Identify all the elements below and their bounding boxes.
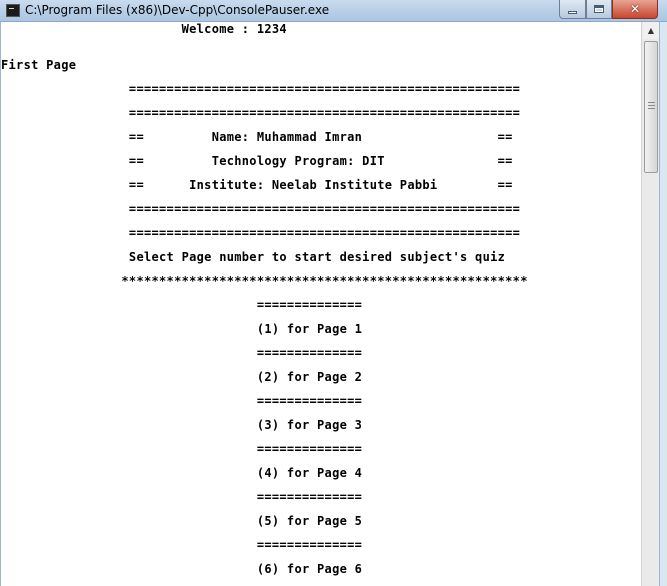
console-line: == Name: Muhammad Imran == xyxy=(1,130,513,144)
close-button[interactable] xyxy=(612,0,658,19)
close-icon: ✕ xyxy=(629,2,641,16)
console-line: ============== xyxy=(1,538,363,552)
console-line: First Page xyxy=(1,58,77,72)
thumb-grip xyxy=(648,105,655,106)
console-line: (3) for Page 3 xyxy=(1,418,363,432)
console-line: Select Page number to start desired subject's quiz xyxy=(1,250,506,264)
console-line: ==================================================== xyxy=(1,226,521,240)
console-line: ============== xyxy=(1,298,363,312)
console-line: == Technology Program: DIT == xyxy=(1,154,513,168)
console-line: ============== xyxy=(1,490,363,504)
thumb-grip xyxy=(648,102,655,103)
chevron-up-icon: ▲ xyxy=(647,26,655,35)
scroll-thumb[interactable] xyxy=(644,41,658,173)
thumb-grip xyxy=(648,108,655,109)
console-line: (6) for Page 6 xyxy=(1,562,363,576)
console-line: (5) for Page 5 xyxy=(1,514,363,528)
console-line: ==================================================== xyxy=(1,82,521,96)
minimize-icon xyxy=(568,11,577,14)
title-bar[interactable] xyxy=(0,0,667,22)
console-line: (1) for Page 1 xyxy=(1,322,363,336)
console-line: (4) for Page 4 xyxy=(1,466,363,480)
console-line: ****************************************************** xyxy=(1,274,528,288)
console-line: ============== xyxy=(1,346,363,360)
console-line: ============== xyxy=(1,442,363,456)
console-line: (2) for Page 2 xyxy=(1,370,363,384)
vertical-scrollbar[interactable] xyxy=(641,22,659,586)
console-output[interactable] xyxy=(1,22,641,586)
window-frame-right xyxy=(659,22,667,586)
console-app-icon xyxy=(6,4,20,17)
console-line: ==================================================== xyxy=(1,202,521,216)
console-line: == Institute: Neelab Institute Pabbi == xyxy=(1,178,513,192)
console-line: ============== xyxy=(1,394,363,408)
maximize-icon xyxy=(594,5,604,13)
maximize-button[interactable] xyxy=(586,0,612,19)
scroll-up-button[interactable] xyxy=(643,22,659,39)
minimize-button[interactable] xyxy=(559,0,586,19)
window-title: C:\Program Files (x86)\Dev-Cpp\ConsolePauser.exe xyxy=(25,3,330,17)
console-line: ==================================================== xyxy=(1,106,521,120)
console-line: Welcome : 1234 xyxy=(1,22,287,36)
